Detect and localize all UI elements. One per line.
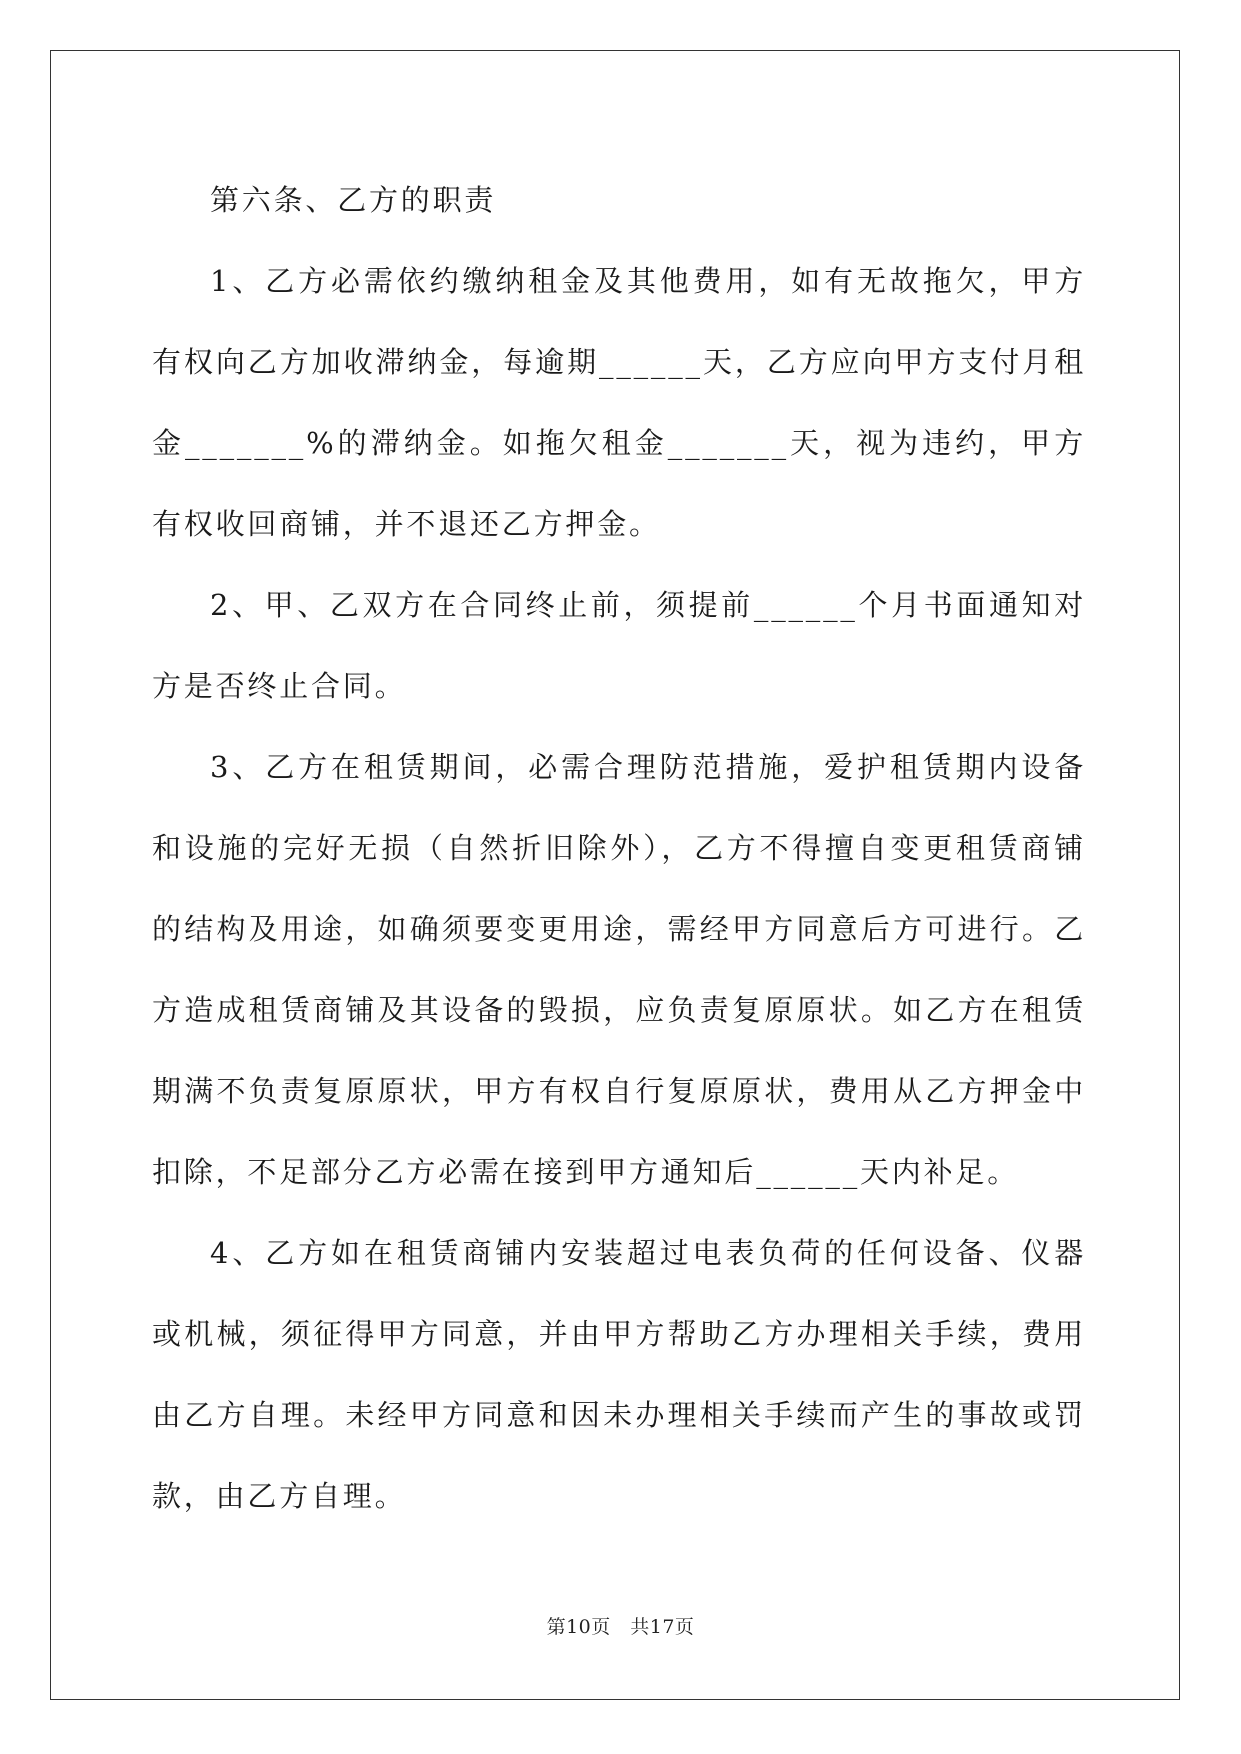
document-body: [152, 160, 1086, 1537]
clause-3: 3、乙方在租赁期间，必需合理防范措施，爱护租赁期内设备和设施的完好无损（自然折旧除外），乙方不得擅自变更租赁商铺的结构及用途，如确须要变更用途，需经甲方同意后方可进行。乙方造成租赁商铺及其设备的毁损，应负责复原原状。如乙方在租赁期满不负责复原原状，甲方有权自行复原原状，费用从乙方押金中扣除，不足部分乙方必需在接到甲方通知后______天内补足。: [152, 750, 1086, 1189]
clause-1: 1、乙方必需依约缴纳租金及其他费用，如有无故拖欠，甲方有权向乙方加收滞纳金，每逾期______天，乙方应向甲方支付月租金_______%的滞纳金。如拖欠租金_______天，视为违约，甲方有权收回商铺，并不退还乙方押金。: [152, 264, 1086, 541]
section-heading: 第六条、乙方的职责: [210, 183, 497, 217]
page-number: 第10页 共17页: [546, 1616, 695, 1638]
clause-2: 2、甲、乙双方在合同终止前，须提前______个月书面通知对方是否终止合同。: [152, 588, 1086, 703]
clause-4: 4、乙方如在租赁商铺内安装超过电表负荷的任何设备、仪器或机械，须征得甲方同意，并由甲方帮助乙方办理相关手续，费用由乙方自理。未经甲方同意和因未办理相关手续而产生的事故或罚款，由乙方自理。: [152, 1236, 1086, 1513]
